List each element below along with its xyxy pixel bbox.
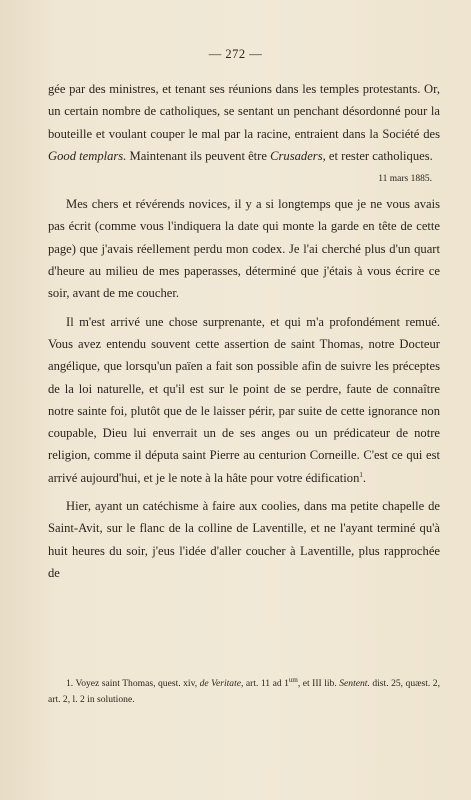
dateline: 11 mars 1885. [378, 174, 432, 185]
page-number: — 272 — [208, 47, 263, 61]
text-run: Maintenant ils peuvent être [126, 148, 271, 163]
footnote-text: 1. Voyez saint Thomas, quest. xiv, de Veritate, art. 11 ad $1^{um}$, et III lib. Sentent. dist. 25, quæst. 2, art. 2, l. 2 in solutione. [48, 675, 440, 705]
body-text [48, 78, 440, 584]
text-run: et rester catholiques. [325, 148, 433, 163]
italic-text: Good templars. [48, 148, 127, 163]
text-run: Il m'est arrivé une chose surprenante, et qui m'a profondément remué. Vous avez entendu souvent cette assertion de saint Thomas, notre Docteur angélique, que lorsqu'un païen a fait son possible afin de suivre les préceptes de la loi naturelle, et qu'il est sur le point de se perdre, faute de connaître notre sainte foi, plutôt que de le laisser périr, par suite de cette ignorance non coupable, Dieu lui enverrait un de ses anges ou un prédicateur de notre religion, comme il députa saint Pierre au centurion Corneille. C'est ce qui est arrivé aujourd'hui, et je le note à la hâte pour votre édification [48, 314, 440, 485]
paragraph: Il m'est arrivé une chose surprenante, et qui m'a profondément remué. Vous avez entendu souvent cette assertion de saint Thomas, notre Docteur angélique, que lorsqu'un païen a fait son possible afin de suivre les préceptes de la loi naturelle, et qu'il est sur le point de se perdre, faute de connaître notre sainte foi, plutôt que de le laisser périr, par suite de cette ignorance non coupable, Dieu lui enverrait un de ses anges ou un prédicateur de notre religion, comme il députa saint Pierre au centurion Corneille. C'est ce qui est arrivé aujourd'hui, et je le note à la hâte pour votre édification$^1$. [48, 314, 440, 485]
footnote [48, 676, 440, 708]
italic-text: Crusaders, [270, 148, 326, 163]
footnote-reference[interactable]: 1 [359, 470, 363, 479]
paragraph-continued [48, 78, 440, 167]
text-run: gée par des ministres, et tenant ses réunions dans les temples protestants. Or, un certain nombre de catholiques, se sentant un penchant désordonné pour la bouteille et voulant couper le mal par la racine, entraient dans la Société des [48, 82, 440, 141]
paragraph: Mes chers et révérends novices, il y a si longtemps que je ne vous avais pas écrit (comme vous l'indiquera la date qui monte la garde en tête de cette page) que j'avais réellement perdu mon codex. Je l'ai cherché plus d'un quart d'heure au milieu de mes paperasses, déterminé que j'étais à vous écrire ce soir, avant de me coucher. [48, 197, 440, 301]
paragraph: Hier, ayant un catéchisme à faire aux coolies, dans ma petite chapelle de Saint-Avit, sur le flanc de la colline de Laventille, et ne l'ayant terminé qu'à huit heures du soir, j'eus l'idée d'aller coucher à Laventille, plus rapprochée de [48, 499, 440, 580]
